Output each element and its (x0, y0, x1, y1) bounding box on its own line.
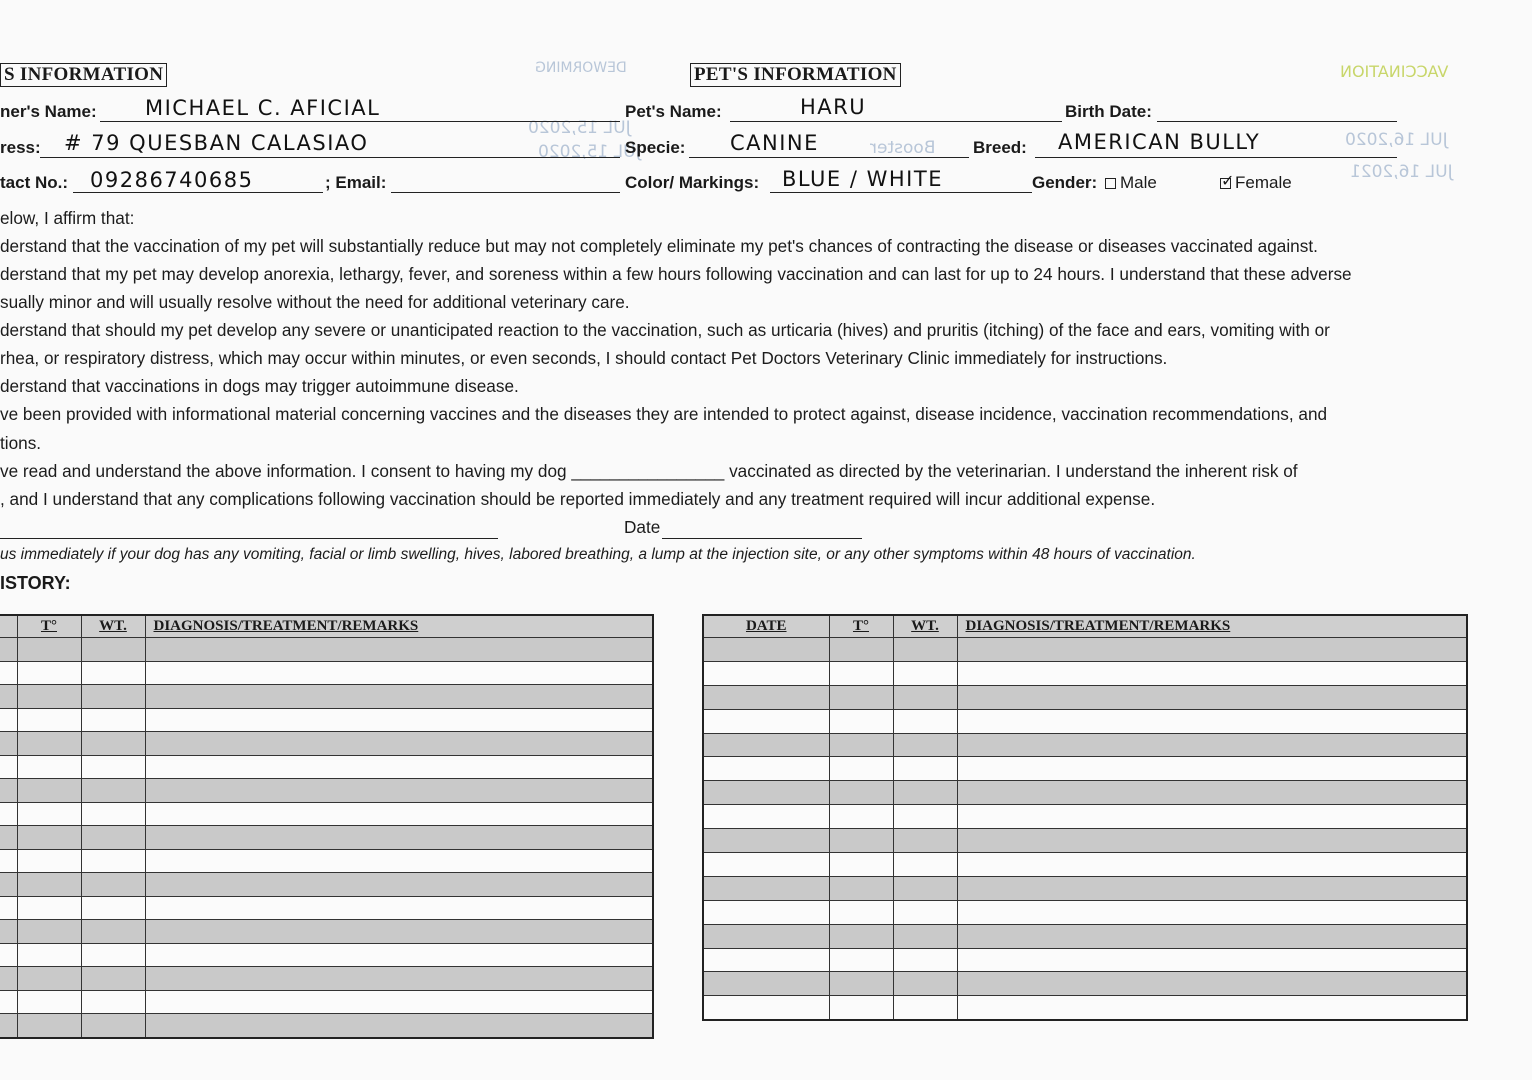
history-row (703, 853, 1467, 877)
right-col-weight: WT. (893, 615, 957, 638)
history-row (703, 924, 1467, 948)
left-col-date (0, 615, 17, 638)
history-row (703, 709, 1467, 733)
email-label: ; Email: (325, 173, 387, 192)
history-cell[interactable] (703, 757, 829, 781)
history-cell[interactable] (145, 873, 653, 897)
history-cell[interactable] (0, 802, 17, 826)
history-cell[interactable] (829, 661, 893, 685)
owner-section-title: S INFORMATION (0, 63, 167, 87)
history-cell[interactable] (893, 853, 957, 877)
history-cell[interactable] (0, 661, 17, 685)
history-cell[interactable] (0, 943, 17, 967)
history-cell[interactable] (893, 733, 957, 757)
consent-line-1: derstand that the vaccination of my pet will substantially reduce but may not completely eliminate my pet's chances of contracting the disease or diseases vaccinated against. (0, 236, 1318, 256)
history-cell[interactable] (145, 920, 653, 944)
history-cell[interactable] (957, 948, 1467, 972)
history-cell[interactable] (81, 920, 145, 944)
bleed-through-date-c: JUL 16,2020 (1345, 130, 1448, 150)
history-cell[interactable] (957, 781, 1467, 805)
history-row (0, 638, 653, 662)
history-cell[interactable] (0, 873, 17, 897)
history-row (0, 685, 653, 709)
history-cell[interactable] (81, 826, 145, 850)
history-cell[interactable] (893, 709, 957, 733)
history-cell[interactable] (81, 802, 145, 826)
history-cell[interactable] (893, 781, 957, 805)
history-cell[interactable] (145, 1014, 653, 1038)
history-cell[interactable] (703, 853, 829, 877)
color-label: Color/ Markings: (625, 173, 760, 192)
check-mark-icon: ✓ (1221, 171, 1235, 191)
male-checkbox[interactable] (1105, 178, 1116, 189)
bleed-through-note: Booster (870, 138, 936, 158)
history-cell[interactable] (0, 849, 17, 873)
contact-value[interactable]: 09286740685 (90, 168, 254, 192)
history-cell[interactable] (17, 755, 81, 779)
history-cell[interactable] (17, 685, 81, 709)
history-cell[interactable] (957, 805, 1467, 829)
bleed-through-deworming: DEWORMING (535, 60, 627, 76)
history-cell[interactable] (145, 826, 653, 850)
history-cell[interactable] (703, 733, 829, 757)
consent-intro: elow, I affirm that: (0, 208, 135, 228)
history-row (0, 826, 653, 850)
birth-date-label: Birth Date: (1065, 102, 1152, 121)
history-cell[interactable] (893, 948, 957, 972)
owner-name-value[interactable]: MICHAEL C. AFICIAL (145, 96, 381, 120)
pet-name-line (730, 121, 1062, 122)
history-cell[interactable] (0, 732, 17, 756)
history-cell[interactable] (81, 967, 145, 991)
history-cell[interactable] (703, 638, 829, 662)
consent-line-10: , and I understand that any complications following vaccination should be reported immediately and any treatment required will incur additional expense. (0, 489, 1156, 509)
history-cell[interactable] (829, 876, 893, 900)
history-cell[interactable] (703, 972, 829, 996)
history-cell[interactable] (17, 943, 81, 967)
history-cell[interactable] (145, 638, 653, 662)
history-cell[interactable] (145, 943, 653, 967)
history-cell[interactable] (81, 661, 145, 685)
left-col-temp: T° (17, 615, 81, 638)
history-row (703, 661, 1467, 685)
history-row (0, 802, 653, 826)
warning-note: us immediately if your dog has any vomiting, facial or limb swelling, hives, labored breathing, a lump at the injection site, or any other symptoms within 48 hours of vaccination. (0, 546, 1196, 563)
history-cell[interactable] (829, 757, 893, 781)
gender-male-option[interactable] (1105, 173, 1157, 193)
history-cell[interactable] (957, 661, 1467, 685)
history-cell[interactable] (0, 967, 17, 991)
history-cell[interactable] (957, 996, 1467, 1020)
history-cell[interactable] (703, 900, 829, 924)
history-cell[interactable] (703, 924, 829, 948)
history-cell[interactable] (17, 967, 81, 991)
history-cell[interactable] (957, 685, 1467, 709)
history-table-right (702, 614, 1468, 1021)
history-row (0, 755, 653, 779)
history-row (703, 805, 1467, 829)
history-cell[interactable] (893, 996, 957, 1020)
history-cell[interactable] (17, 1014, 81, 1038)
history-cell[interactable] (829, 829, 893, 853)
history-cell[interactable] (17, 779, 81, 803)
history-cell[interactable] (703, 805, 829, 829)
address-line (40, 157, 620, 158)
history-cell[interactable] (17, 732, 81, 756)
history-cell[interactable] (957, 757, 1467, 781)
history-cell[interactable] (703, 996, 829, 1020)
history-row (703, 733, 1467, 757)
history-table-left (0, 614, 654, 1039)
history-cell[interactable] (829, 948, 893, 972)
history-cell[interactable] (829, 972, 893, 996)
history-cell[interactable] (0, 896, 17, 920)
history-cell[interactable] (703, 661, 829, 685)
history-cell[interactable] (0, 755, 17, 779)
history-cell[interactable] (81, 1014, 145, 1038)
owner-name-label: ner's Name: (0, 102, 97, 121)
history-cell[interactable] (703, 685, 829, 709)
consent-line-7: ve been provided with informational material concerning vaccines and the diseases they are intended to protect against, disease incidence, vaccination recommendations, and (0, 404, 1328, 424)
history-cell[interactable] (893, 661, 957, 685)
history-cell[interactable] (145, 708, 653, 732)
history-cell[interactable] (0, 685, 17, 709)
right-col-diagnosis: DIAGNOSIS/TREATMENT/REMARKS (957, 615, 1467, 638)
history-cell[interactable] (957, 733, 1467, 757)
history-row (703, 757, 1467, 781)
gender-male-label: Male (1120, 173, 1157, 192)
history-cell[interactable] (893, 924, 957, 948)
history-cell[interactable] (145, 661, 653, 685)
history-row (0, 661, 653, 685)
female-checkbox[interactable] (1220, 171, 1235, 191)
history-cell[interactable] (81, 990, 145, 1014)
history-cell[interactable] (145, 732, 653, 756)
history-row (703, 876, 1467, 900)
history-row (0, 849, 653, 873)
history-cell[interactable] (829, 733, 893, 757)
history-cell[interactable] (829, 924, 893, 948)
address-label: ress: (0, 138, 41, 157)
history-cell[interactable] (81, 943, 145, 967)
specie-value[interactable]: CANINE (730, 131, 819, 155)
owner-name-line (100, 121, 620, 122)
consent-line-4: derstand that should my pet develop any severe or unanticipated reaction to the vaccination, such as urticaria (hives) and pruritis (itching) of the face and ears, vomiting with or (0, 320, 1330, 340)
pet-name-value[interactable]: HARU (800, 95, 867, 119)
history-cell[interactable] (893, 900, 957, 924)
history-cell[interactable] (81, 779, 145, 803)
history-row (0, 990, 653, 1014)
bleed-through-date-d: JUL 16,2021 (1350, 162, 1453, 182)
history-cell[interactable] (957, 972, 1467, 996)
history-cell[interactable] (0, 826, 17, 850)
history-cell[interactable] (957, 900, 1467, 924)
history-cell[interactable] (893, 638, 957, 662)
right-col-temp: T° (829, 615, 893, 638)
history-cell[interactable] (145, 685, 653, 709)
history-cell[interactable] (893, 972, 957, 996)
history-cell[interactable] (17, 638, 81, 662)
breed-value[interactable]: AMERICAN BULLY (1058, 130, 1261, 154)
history-heading: ISTORY: (0, 573, 71, 593)
history-cell[interactable] (17, 990, 81, 1014)
bleed-through-date-b: JUL 15,2020 (538, 142, 641, 162)
contact-label: tact No.: (0, 173, 68, 192)
history-row (703, 781, 1467, 805)
email-line[interactable] (391, 192, 620, 193)
history-cell[interactable] (829, 996, 893, 1020)
pet-section-title: PET'S INFORMATION (690, 63, 901, 87)
history-cell[interactable] (17, 873, 81, 897)
color-value[interactable]: BLUE / WHITE (782, 167, 943, 191)
history-cell[interactable] (81, 755, 145, 779)
history-row (703, 829, 1467, 853)
history-cell[interactable] (17, 708, 81, 732)
color-line (770, 192, 1032, 193)
history-cell[interactable] (829, 900, 893, 924)
history-cell[interactable] (81, 685, 145, 709)
history-cell[interactable] (957, 638, 1467, 662)
history-row (703, 972, 1467, 996)
history-cell[interactable] (957, 853, 1467, 877)
history-cell[interactable] (893, 876, 957, 900)
contact-line (73, 192, 323, 193)
history-cell[interactable] (81, 708, 145, 732)
history-cell[interactable] (81, 638, 145, 662)
history-cell[interactable] (893, 685, 957, 709)
history-cell[interactable] (81, 896, 145, 920)
history-row (703, 996, 1467, 1020)
history-cell[interactable] (829, 781, 893, 805)
history-cell[interactable] (81, 849, 145, 873)
gender-female-option[interactable] (1220, 173, 1292, 193)
history-cell[interactable] (81, 873, 145, 897)
date-label: Date (624, 517, 661, 537)
right-col-date: DATE (703, 615, 829, 638)
history-cell[interactable] (17, 920, 81, 944)
history-cell[interactable] (703, 781, 829, 805)
history-cell[interactable] (893, 829, 957, 853)
history-cell[interactable] (703, 876, 829, 900)
date-line[interactable] (662, 538, 862, 539)
consent-line-9: ve read and understand the above information. I consent to having my dog ________________ vaccinated as directed by the veterinarian. I understand the inherent risk of (0, 461, 1298, 481)
history-cell[interactable] (145, 849, 653, 873)
history-row (0, 708, 653, 732)
history-cell[interactable] (145, 990, 653, 1014)
history-cell[interactable] (145, 896, 653, 920)
history-cell[interactable] (145, 755, 653, 779)
history-row (0, 896, 653, 920)
history-cell[interactable] (829, 709, 893, 733)
history-cell[interactable] (957, 709, 1467, 733)
birth-date-line[interactable] (1157, 121, 1397, 122)
history-cell[interactable] (17, 802, 81, 826)
left-col-diagnosis: DIAGNOSIS/TREATMENT/REMARKS (145, 615, 653, 638)
history-cell[interactable] (0, 708, 17, 732)
history-cell[interactable] (703, 709, 829, 733)
consent-line-5: rhea, or respiratory distress, which may occur within minutes, or even seconds, I should contact Pet Doctors Veterinary Clinic immediately for instructions. (0, 348, 1168, 368)
bleed-through-date-a: JUL 15,2020 (528, 118, 631, 138)
pet-name-label: Pet's Name: (625, 102, 722, 121)
signature-line[interactable] (0, 538, 498, 539)
history-cell[interactable] (829, 638, 893, 662)
history-row (0, 873, 653, 897)
left-col-weight: WT. (81, 615, 145, 638)
history-cell[interactable] (957, 924, 1467, 948)
history-cell[interactable] (829, 853, 893, 877)
history-row (0, 732, 653, 756)
consent-line-6: derstand that vaccinations in dogs may trigger autoimmune disease. (0, 376, 519, 396)
history-cell[interactable] (17, 896, 81, 920)
specie-line (689, 157, 969, 158)
history-row (703, 900, 1467, 924)
history-cell[interactable] (703, 948, 829, 972)
bleed-through-vaccination: VACCINATION (1340, 62, 1449, 81)
breed-label: Breed: (973, 138, 1027, 157)
consent-line-8: tions. (0, 433, 42, 453)
history-cell[interactable] (0, 1014, 17, 1038)
history-cell[interactable] (145, 802, 653, 826)
history-cell[interactable] (17, 849, 81, 873)
history-cell[interactable] (145, 967, 653, 991)
gender-female-label: Female (1235, 173, 1292, 192)
history-cell[interactable] (0, 920, 17, 944)
history-cell[interactable] (829, 805, 893, 829)
history-row (0, 967, 653, 991)
history-cell[interactable] (17, 826, 81, 850)
history-cell[interactable] (957, 829, 1467, 853)
history-cell[interactable] (893, 805, 957, 829)
history-cell[interactable] (893, 757, 957, 781)
history-row (703, 948, 1467, 972)
history-row (0, 1014, 653, 1038)
history-row (703, 638, 1467, 662)
history-cell[interactable] (0, 638, 17, 662)
breed-line (1035, 157, 1397, 158)
history-row (0, 920, 653, 944)
history-cell[interactable] (703, 829, 829, 853)
history-cell[interactable] (0, 779, 17, 803)
specie-label: Specie: (625, 138, 686, 157)
history-cell[interactable] (957, 876, 1467, 900)
history-cell[interactable] (81, 732, 145, 756)
history-cell[interactable] (145, 779, 653, 803)
history-cell[interactable] (829, 685, 893, 709)
history-row (0, 943, 653, 967)
address-value[interactable]: # 79 QUESBAN CALASIAO (64, 131, 369, 155)
gender-label: Gender: (1032, 173, 1098, 192)
history-cell[interactable] (17, 661, 81, 685)
history-row (0, 779, 653, 803)
consent-line-2: derstand that my pet may develop anorexia, lethargy, fever, and soreness within a few hours following vaccination and can last for up to 24 hours. I understand that these adverse (0, 264, 1352, 284)
history-cell[interactable] (0, 990, 17, 1014)
history-row (703, 685, 1467, 709)
consent-line-3: sually minor and will usually resolve without the need for additional veterinary care. (0, 292, 630, 312)
